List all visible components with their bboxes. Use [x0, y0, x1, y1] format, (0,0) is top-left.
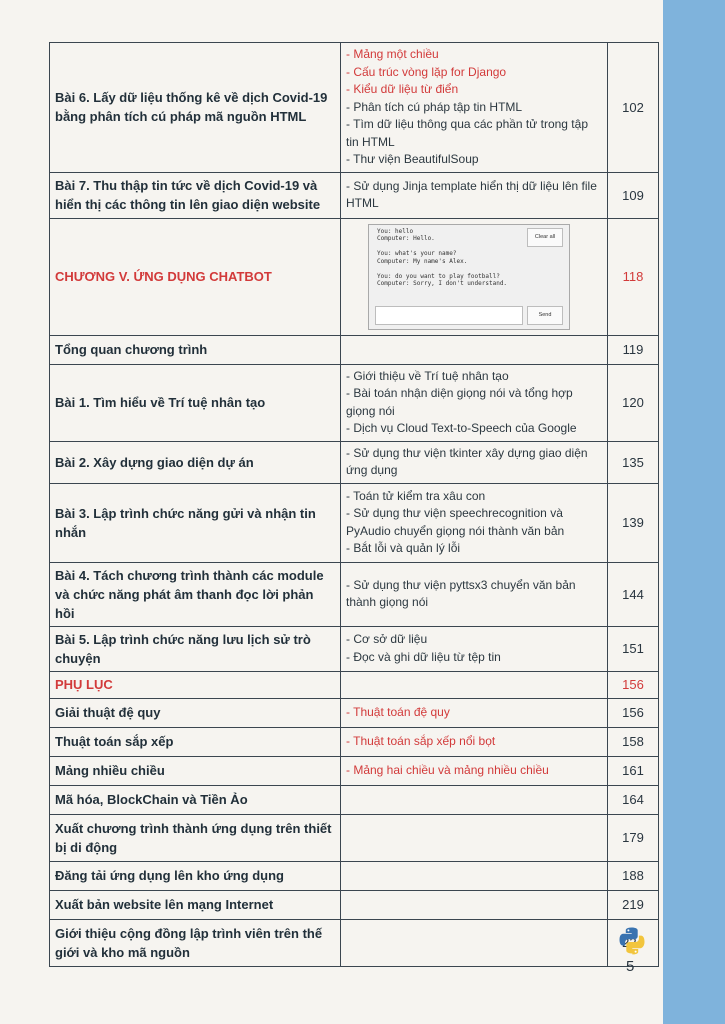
row-title: Mảng nhiều chiều	[50, 756, 341, 785]
row-page: 139	[608, 483, 659, 562]
row-page: 102	[608, 43, 659, 173]
table-row	[50, 218, 659, 335]
chapter-title: CHƯƠNG V. ỨNG DỤNG CHATBOT	[50, 218, 341, 335]
side-stripe	[663, 0, 725, 1024]
row-page: 144	[608, 562, 659, 626]
row-desc	[341, 441, 608, 483]
desc-line: - Dịch vụ Cloud Text-to-Speech của Google	[346, 421, 577, 435]
row-title: Giới thiệu cộng đồng lập trình viên trên thế giới và kho mã nguồn	[50, 919, 341, 966]
send-button: Send	[527, 306, 563, 325]
desc-line: - Cơ sở dữ liệu	[346, 632, 428, 646]
desc-line: - Toán tử kiểm tra xâu con	[346, 488, 486, 503]
row-desc	[341, 626, 608, 671]
desc-line: - Mảng hai chiều và mảng nhiều chiều	[346, 762, 549, 777]
chat-input	[375, 306, 523, 325]
row-title: Tổng quan chương trình	[50, 335, 341, 364]
desc-line: - Sử dụng thư viện tkinter xây dựng giao diện ứng dụng	[346, 445, 588, 477]
desc-line: - Cấu trúc vòng lặp for Django	[346, 64, 507, 79]
row-title: Thuật toán sắp xếp	[50, 727, 341, 756]
table-row	[50, 727, 659, 756]
desc-line: - Thuật toán sắp xếp nổi bọt	[346, 733, 496, 748]
row-title: Bài 6. Lấy dữ liệu thống kê về dịch Covid-19 bằng phân tích cú pháp mã nguồn HTML	[50, 43, 341, 173]
table-row	[50, 483, 659, 562]
row-desc	[341, 562, 608, 626]
row-page: 135	[608, 441, 659, 483]
row-desc	[341, 43, 608, 173]
table-row	[50, 890, 659, 919]
table-row	[50, 364, 659, 441]
row-page: 156	[608, 698, 659, 727]
desc-line: - Bắt lỗi và quản lý lỗi	[346, 541, 461, 555]
row-page: 120	[608, 364, 659, 441]
desc-line: - Sử dụng thư viện pyttsx3 chuyển văn bản thành giọng nói	[346, 577, 576, 609]
row-desc	[341, 698, 608, 727]
desc-line: - Giới thiệu về Trí tuệ nhân tạo	[346, 368, 509, 383]
desc-line: - Đọc và ghi dữ liệu từ tệp tin	[346, 649, 501, 664]
row-page: 119	[608, 335, 659, 364]
table-row	[50, 671, 659, 698]
row-page: 151	[608, 626, 659, 671]
clear-all-button: Clear all	[527, 228, 563, 247]
table-row	[50, 919, 659, 966]
row-page: 158	[608, 727, 659, 756]
desc-line: - Bài toán nhận diện giọng nói và tổng hợp giọng nói	[346, 386, 573, 418]
row-title: Bài 3. Lập trình chức năng gửi và nhận tin nhắn	[50, 483, 341, 562]
row-page: 164	[608, 785, 659, 814]
table-row	[50, 785, 659, 814]
desc-line: - Mảng một chiều	[346, 47, 439, 61]
desc-line: - Kiểu dữ liệu từ điển	[346, 82, 459, 96]
table-row	[50, 861, 659, 890]
table-row	[50, 441, 659, 483]
table-row	[50, 335, 659, 364]
row-desc	[341, 756, 608, 785]
chat-log: You: hello Computer: Hello. You: what's your name? Computer: My name's Alex. You: do you want to play football? Computer: Sorry, I don't understand.	[377, 227, 508, 287]
toc-table	[49, 42, 659, 967]
row-page: 109	[608, 172, 659, 218]
table-row	[50, 698, 659, 727]
python-logo-icon	[617, 926, 647, 956]
row-desc	[341, 861, 608, 890]
row-page: 156	[608, 671, 659, 698]
desc-line: - Tìm dữ liệu thông qua các phần tử trong tập tin HTML	[346, 117, 588, 149]
row-desc	[341, 364, 608, 441]
row-desc	[341, 890, 608, 919]
row-desc	[341, 727, 608, 756]
row-title: Đăng tải ứng dụng lên kho ứng dụng	[50, 861, 341, 890]
row-title: Xuất bản website lên mạng Internet	[50, 890, 341, 919]
row-desc	[341, 483, 608, 562]
row-title: Bài 7. Thu thập tin tức về dịch Covid-19 và hiển thị các thông tin lên giao diện website	[50, 172, 341, 218]
desc-line: - Phân tích cú pháp tập tin HTML	[346, 99, 523, 114]
row-page: 219	[608, 890, 659, 919]
row-desc	[341, 919, 608, 966]
row-title: Giải thuật đệ quy	[50, 698, 341, 727]
row-title: Bài 4. Tách chương trình thành các module và chức năng phát âm thanh đọc lời phản hồi	[50, 562, 341, 626]
row-title: Xuất chương trình thành ứng dụng trên thiết bị di động	[50, 814, 341, 861]
desc-line: - Sử dụng Jinja template hiển thị dữ liệu lên file HTML	[346, 178, 597, 210]
table-row	[50, 172, 659, 218]
page-number: 5	[626, 958, 635, 975]
row-desc	[341, 671, 608, 698]
table-row	[50, 756, 659, 785]
chatbot-screenshot	[368, 224, 570, 330]
table-row	[50, 43, 659, 173]
table-row	[50, 814, 659, 861]
row-desc	[341, 172, 608, 218]
row-desc	[341, 814, 608, 861]
row-page: 188	[608, 861, 659, 890]
appendix-title: PHỤ LỤC	[50, 671, 341, 698]
table-row	[50, 562, 659, 626]
desc-line: - Thuật toán đệ quy	[346, 704, 450, 719]
row-title: Bài 5. Lập trình chức năng lưu lịch sử trò chuyện	[50, 626, 341, 671]
row-desc	[341, 218, 608, 335]
row-page: 118	[608, 218, 659, 335]
row-page: 161	[608, 756, 659, 785]
row-title: Bài 2. Xây dựng giao diện dự án	[50, 441, 341, 483]
row-desc	[341, 335, 608, 364]
row-title: Mã hóa, BlockChain và Tiền Ảo	[50, 785, 341, 814]
desc-line: - Sử dụng thư viện speechrecognition và PyAudio chuyển giọng nói thành văn bản	[346, 506, 565, 538]
table-row	[50, 626, 659, 671]
row-page: 179	[608, 814, 659, 861]
row-title: Bài 1. Tìm hiểu về Trí tuệ nhân tạo	[50, 364, 341, 441]
desc-line: - Thư viện BeautifulSoup	[346, 152, 479, 166]
row-desc	[341, 785, 608, 814]
